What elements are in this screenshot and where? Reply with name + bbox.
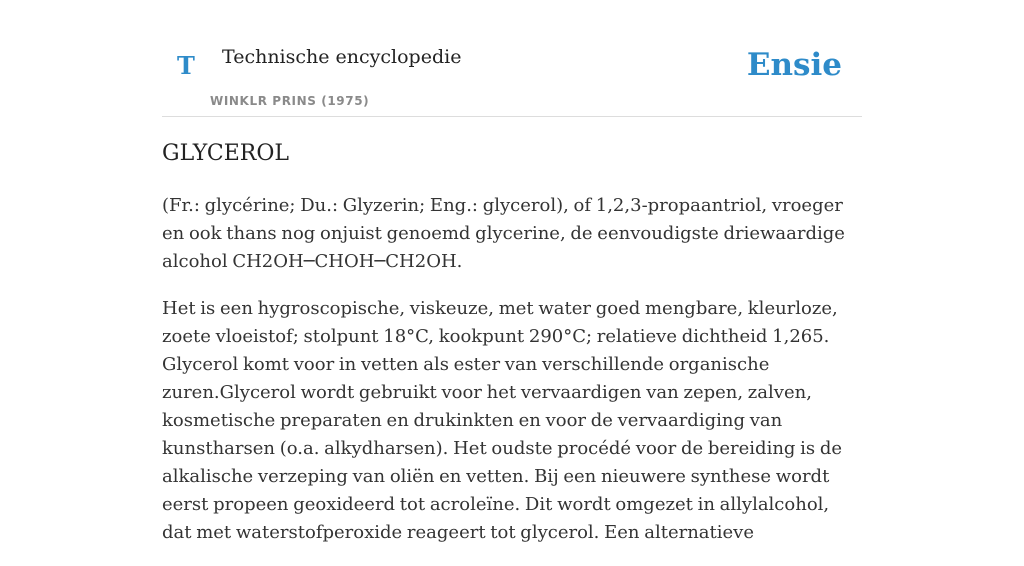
book-logo[interactable]: T: [177, 51, 195, 80]
entry-paragraph: Het is een hygroscopische, viskeuze, met water goed mengbare, kleurloze, zoete vloeistof; stolpunt 18°C, kookpunt 290°C; relatieve dichtheid 1,265. Glycerol komt voor in vetten als ester van verschillende organische zuren.Glycerol wordt gebruikt voor het vervaardigen van zepen, zalven, kosmetische preparaten en drukinkten en voor de vervaardiging van kunstharsen (o.a. alkydharsen). Het oudste procédé voor de bereiding is de alkalische verzeping van oliën en vetten. Bij een nieuwere synthese wordt eerst propeen geoxideerd tot acroleïne. Dit wordt omgezet in allylalcohol, dat met waterstofperoxide reageert tot glycerol. Een alternatieve: [162, 298, 843, 543]
entry-title: GLYCEROL: [162, 141, 290, 166]
book-title[interactable]: Technische encyclopedie: [222, 46, 462, 68]
site-header: [162, 0, 862, 117]
entry-body: [162, 192, 862, 566]
page-container: [162, 0, 862, 543]
entry-paragraph: (Fr.: glycérine; Du.: Glyzerin; Eng.: glycerol), of 1,2,3-propaantriol, vroeger en ook thans nog onjuist genoemd glycerine, de eenvoudigste driewaardige alcohol CH2OH─CHOH─CH2OH.: [162, 195, 845, 272]
book-subtitle: WINKLR PRINS (1975): [210, 94, 370, 108]
ensie-logo[interactable]: Ensie: [746, 47, 842, 83]
